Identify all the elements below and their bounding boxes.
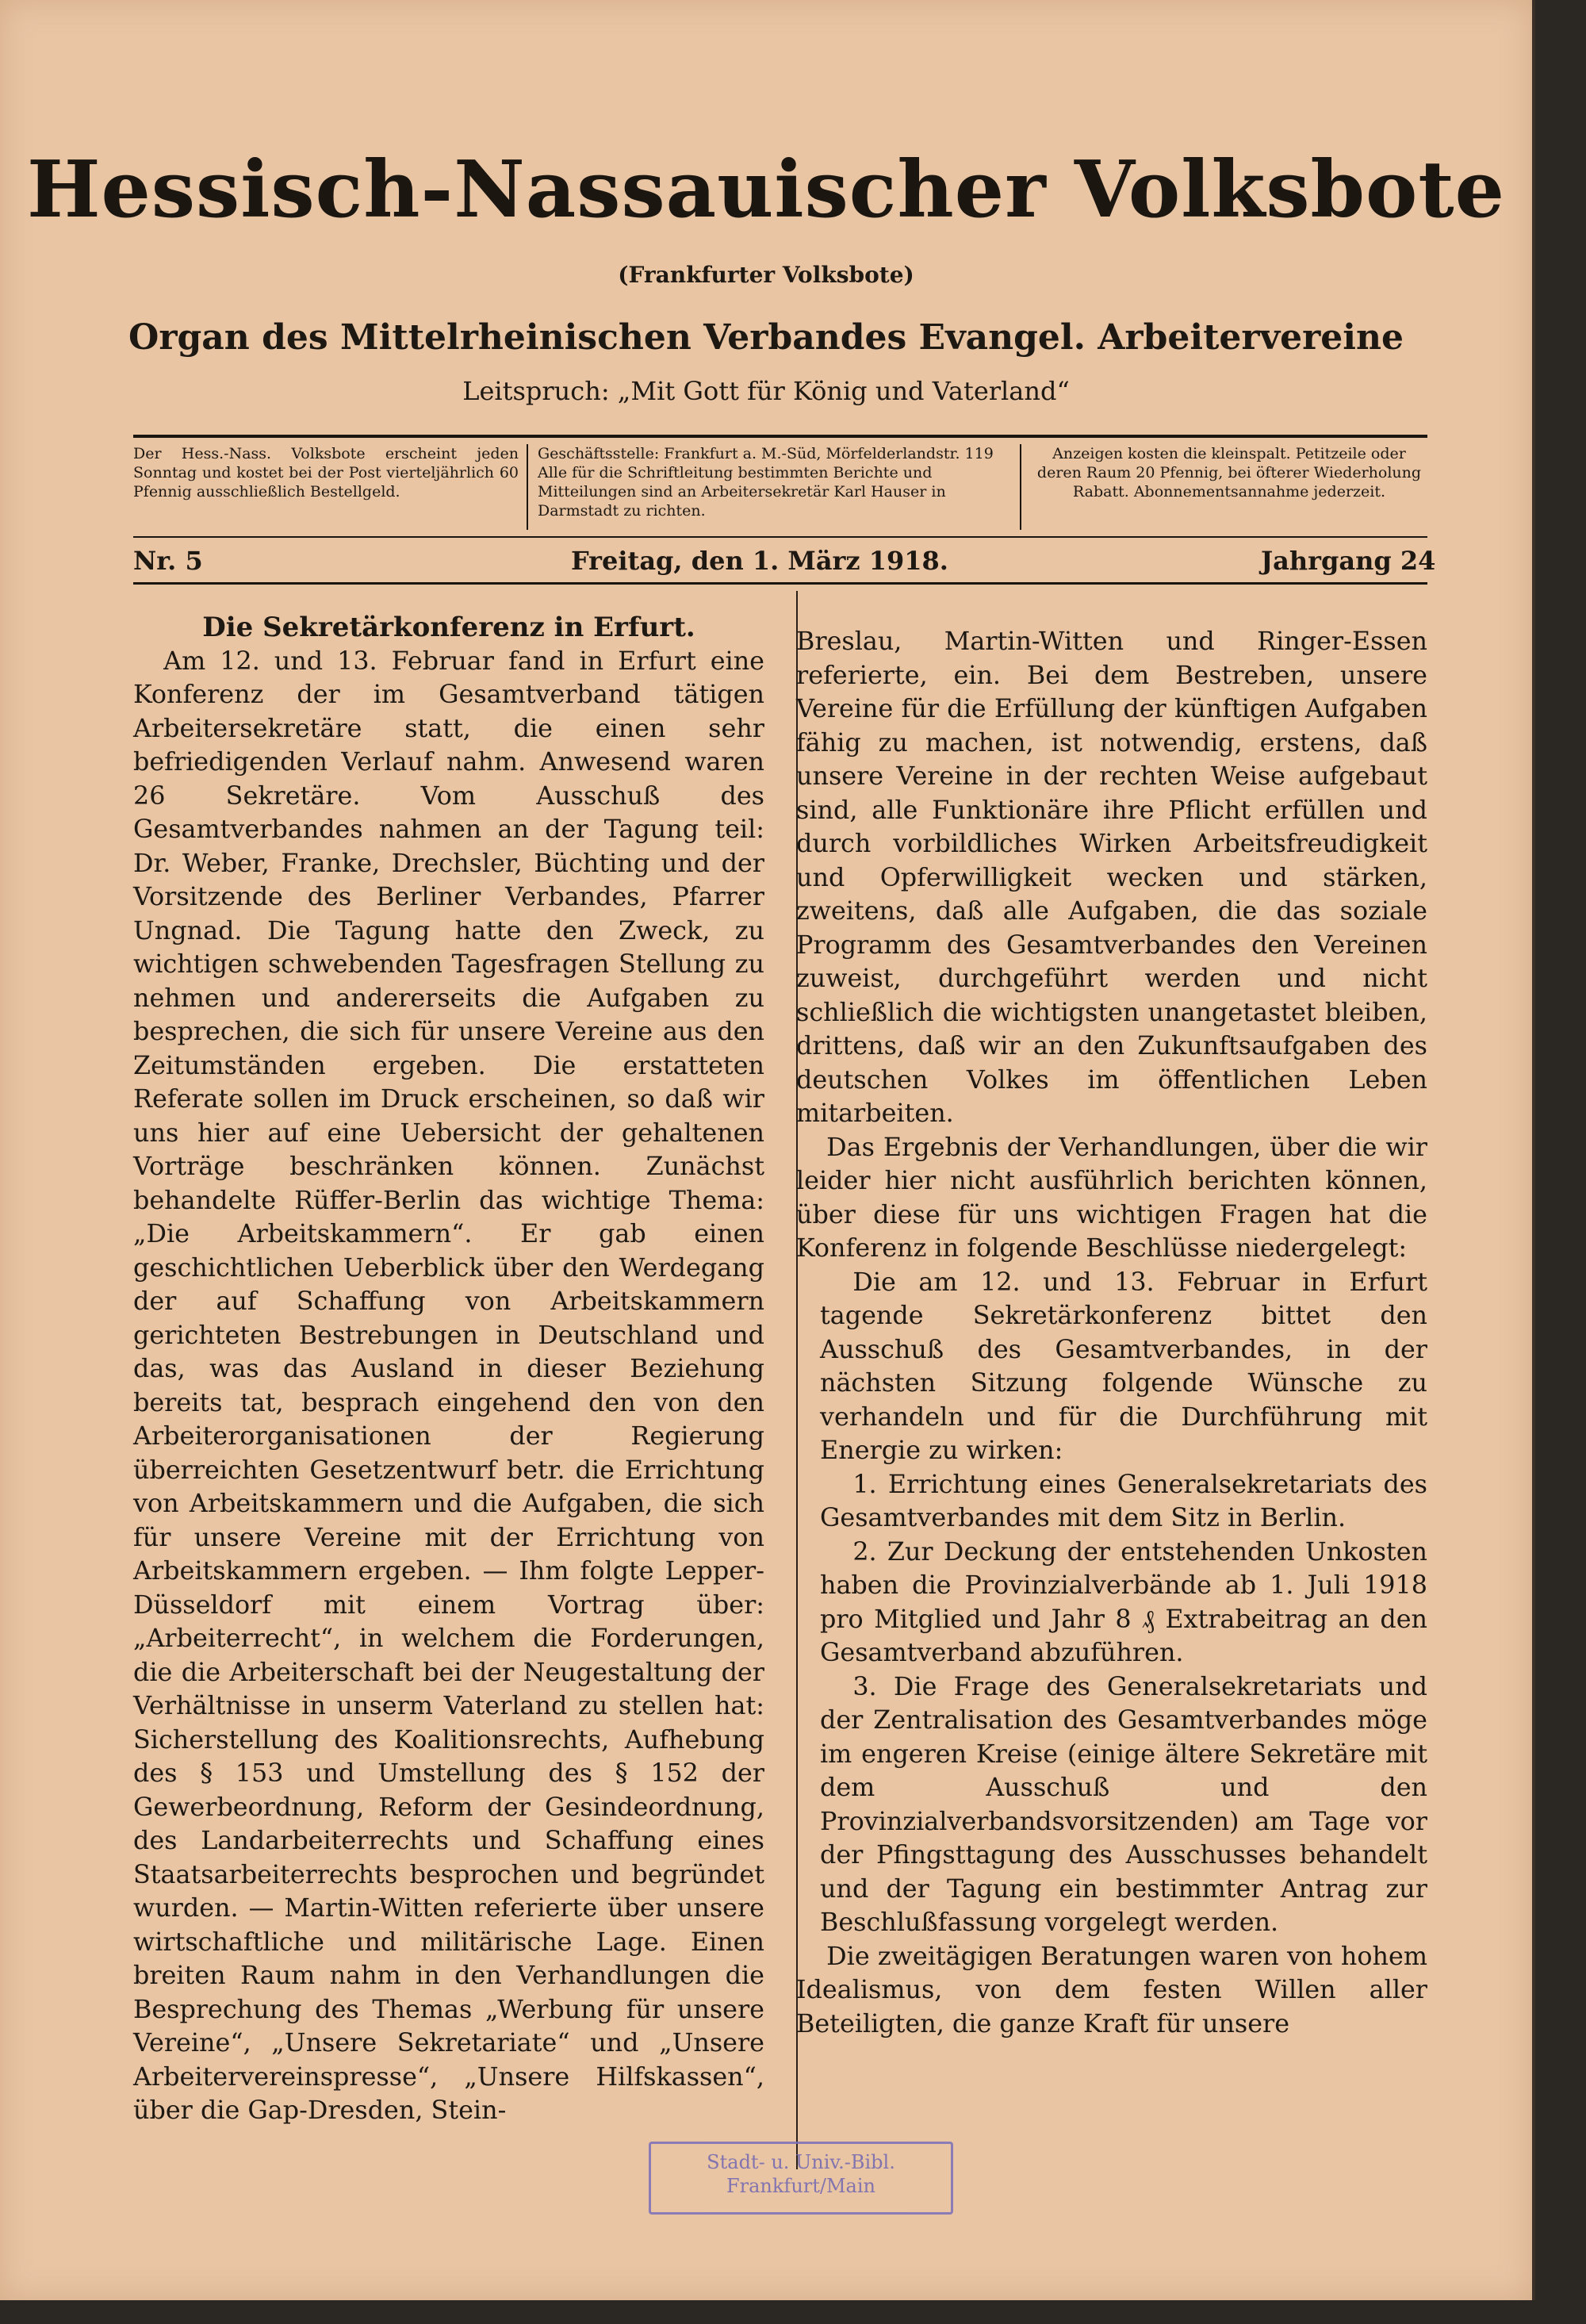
masthead-motto: Leitspruch: „Mit Gott für König und Vaterland“ (462, 376, 1070, 406)
article-paragraph: Am 12. und 13. Februar fand in Erfurt eine Konferenz der im Gesamtverband tätigen Arbeitersekretäre statt, die einen sehr befriedigenden Verlauf nahm. Anwesend waren 26 Sekretäre. Vom Ausschuß des Gesamtverbandes nahmen an der Tagung teil: Dr. Weber, Franke, Drechsler, Büchting und der Vorsitzende des Berliner Verbandes, Pfarrer Ungnad. Die Tagung hatte den Zweck, zu wichtigen schwebenden Tagesfragen Stellung zu nehmen und andererseits die Aufgaben zu besprechen, die sich für unsere Vereine aus den Zeitumständen ergeben. Die erstatteten Referate sollen im Druck erscheinen, so daß wir uns hier auf eine Uebersicht der gehaltenen Vorträge beschränken können. Zunächst behandelte Rüffer-Berlin das wichtige Thema: „Die Arbeitskammern“. Er gab einen geschichtlichen Ueberblick über den Werdegang der auf Schaffung von Arbeitskammern gerichteten Bestrebungen in Deutschland und das, was das Ausland in dieser Beziehung bereits tat, besprach eingehend den von den Arbeiterorganisationen der Regierung überreichten Gesetzentwurf betr. die Errichtung von Arbeitskammern und die Aufgaben, die sich für unsere Vereine mit der Errichtung von Arbeitskammern ergeben. — Ihm folgte Lepper-Düsseldorf mit einem Vortrag über: „Arbeiterrecht“, in welchem die Forderungen, die die Arbeiterschaft bei der Neugestaltung der Verhältnisse in unserm Vaterland zu stellen hat: Sicherstellung des Koalitionsrechts, Aufhebung des § 153 und Umstellung des § 152 der Gewerbeordnung, Reform der Gesindeordnung, des Landarbeiterrechts und Schaffung eines Staatsarbeiterrechts besprochen und begründet wurden. — Martin-Witten referierte über unsere wirtschaftliche und militärische Lage. Einen breiten Raum nahm in den Verhandlungen die Besprechung des Themas „Werbung für unsere Vereine“, „Unsere Sekretariate“ und „Unsere Arbeitervereinspresse“, „Unsere Hilfskassen“, über die Gap-Dresden, Stein- (133, 646, 764, 2125)
library-stamp (649, 2142, 953, 2215)
article-heading: Die Sekretärkonferenz in Erfurt. (202, 612, 695, 643)
issue-number: Nr. 5 (133, 546, 203, 576)
article-column-right (796, 625, 1427, 2041)
issue-volume: Jahrgang 24 (1261, 546, 1436, 576)
masthead-organ: Organ des Mittelrheinischen Verbandes Evangel. Arbeitervereine (128, 317, 1404, 358)
article-paragraph: Die zweitägigen Beratungen waren von hohem Idealismus, von dem festen Willen aller Beteiligten, die ganze Kraft für unsere (796, 1941, 1427, 2038)
info-box-advertising: Anzeigen kosten die kleinspalt. Petitzeile oder deren Raum 20 Pfennig, bei öfterer Wiederholung Rabatt. Abonnementsannahme jederzeit. (1036, 445, 1422, 500)
info-divider-2 (1020, 444, 1021, 530)
article-column-left (133, 611, 764, 2128)
issue-date: Freitag, den 1. März 1918. (571, 546, 948, 576)
info-divider-1 (527, 444, 528, 530)
header-rule-bottom (133, 536, 1427, 538)
info-box-subscription: Der Hess.-Nass. Volksbote erscheint jeden Sonntag und kostet bei der Post vierteljährlich 60 Pfennig ausschließlich Bestellgeld. (133, 445, 519, 500)
stamp-line: Stadt- u. Univ.-Bibl. (707, 2151, 895, 2173)
masthead-subtitle: (Frankfurter Volksbote) (618, 262, 914, 288)
info-box-office: Geschäftsstelle: Frankfurt a. M.-Süd, Mörfelderlandstr. 119 Alle für die Schriftleitung bestimmten Berichte und Mitteilungen sind an Arbeitersekretär Karl Hauser in Darmstadt zu richten. (538, 445, 994, 520)
resolution-item: 3. Die Frage des Generalsekretariats und der Zentralisation des Gesamtverbandes möge im engeren Kreise (einige ältere Sekretäre mit dem Ausschuß und den Provinzialverbandsvorsitzenden) am Tage vor der Pfingsttagung des Ausschusses behandelt und der Tagung ein bestimmter Antrag zur Beschlußfassung vorgelegt werden. (820, 1671, 1427, 1937)
resolution-item: 1. Errichtung eines Generalsekretariats des Gesamtverbandes mit dem Sitz in Berlin. (820, 1469, 1427, 1532)
resolution-intro: Die am 12. und 13. Februar in Erfurt tagende Sekretärkonferenz bittet den Ausschuß des Gesamtverbandes, in der nächsten Sitzung folgende Wünsche zu verhandeln und für die Durchführung mit Energie zu wirken: (820, 1267, 1427, 1465)
article-paragraph: Das Ergebnis der Verhandlungen, über die wir leider hier nicht ausführlich berichten können, über diese für uns wichtigen Fragen hat die Konferenz in folgende Beschlüsse niedergelegt: (796, 1132, 1427, 1263)
issue-rule (133, 582, 1427, 585)
stamp-line: Frankfurt/Main (726, 2175, 875, 2197)
resolution-item: 2. Zur Deckung der entstehenden Unkosten haben die Provinzialverbände ab 1. Juli 1918 pro Mitglied und Jahr 8 ₰ Extrabeitrag an den Gesamtverband abzuführen. (820, 1536, 1427, 1667)
article-paragraph: Breslau, Martin-Witten und Ringer-Essen referierte, ein. Bei dem Bestreben, unsere Vereine für die Erfüllung der künftigen Aufgaben fähig zu machen, ist notwendig, erstens, daß unsere Vereine in der rechten Weise aufgebaut sind, alle Funktionäre ihre Pflicht erfüllen und durch vorbildliches Wirken Arbeitsfreudigkeit und Opferwilligkeit wecken und stärken, zweitens, daß alle Aufgaben, die das soziale Programm des Gesamtverbandes den Vereinen zuweist, durchgeführt werden und nicht schließlich die wichtigsten unangetastet bleiben, drittens, daß wir an den Zukunftsaufgaben des deutschen Volkes im öffentlichen Leben mitarbeiten. (796, 627, 1427, 1128)
header-rule-top (133, 435, 1427, 438)
masthead-title: Hessisch-Nassauischer Volksbote (26, 144, 1506, 236)
